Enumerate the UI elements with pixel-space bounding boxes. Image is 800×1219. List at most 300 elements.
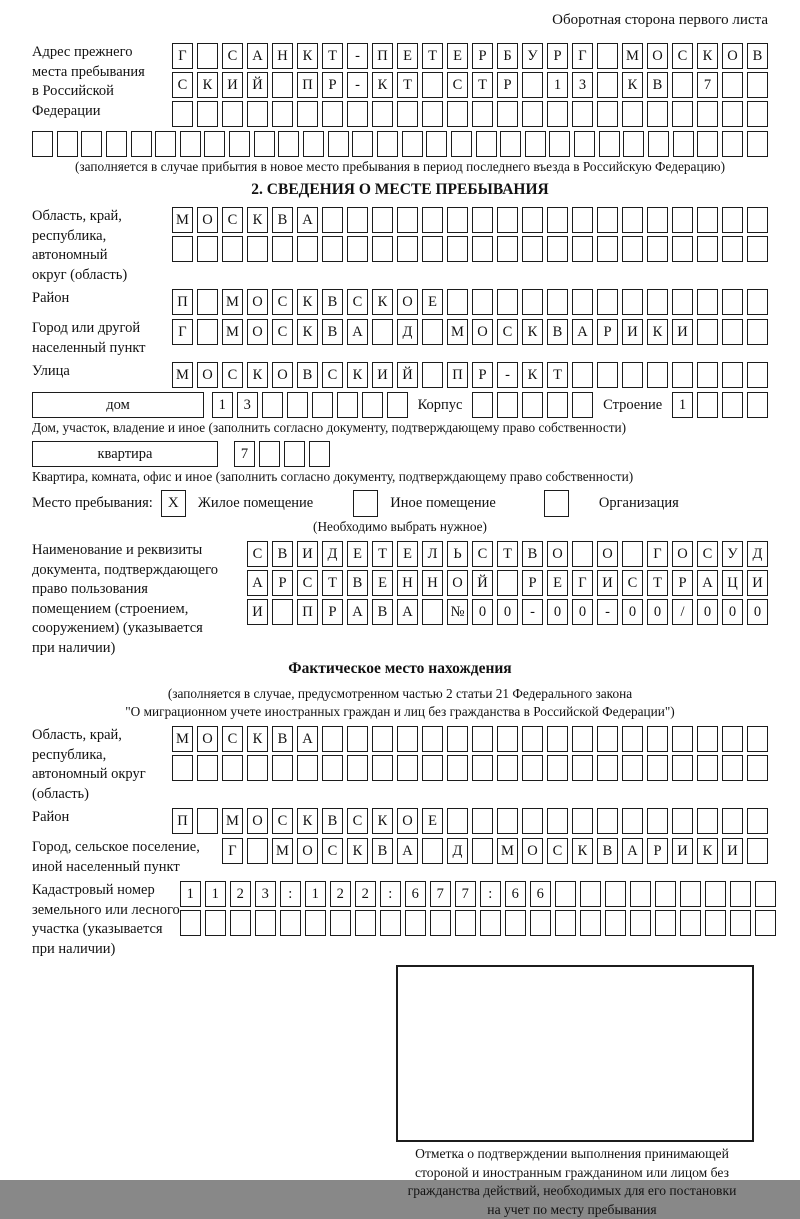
char-box[interactable] xyxy=(547,755,568,781)
char-box[interactable] xyxy=(447,755,468,781)
char-box[interactable]: В xyxy=(647,72,668,98)
char-box[interactable] xyxy=(697,319,718,345)
char-box[interactable] xyxy=(672,726,693,752)
char-box[interactable]: К xyxy=(197,72,218,98)
char-box[interactable]: К xyxy=(622,72,643,98)
char-box[interactable]: П xyxy=(372,43,393,69)
cadastral-row-1[interactable] xyxy=(180,881,776,907)
char-box[interactable] xyxy=(272,599,293,625)
char-box[interactable]: С xyxy=(222,207,243,233)
char-box[interactable] xyxy=(622,101,643,127)
char-box[interactable] xyxy=(697,236,718,262)
char-box[interactable] xyxy=(522,726,543,752)
char-box[interactable]: В xyxy=(597,838,618,864)
char-box[interactable] xyxy=(330,910,351,936)
char-box[interactable]: В xyxy=(322,808,343,834)
stay-option-checkbox-organization[interactable] xyxy=(544,490,569,517)
actual-city-row[interactable] xyxy=(222,838,768,864)
char-box[interactable] xyxy=(522,72,543,98)
char-box[interactable] xyxy=(472,755,493,781)
char-box[interactable] xyxy=(247,236,268,262)
char-box[interactable] xyxy=(697,131,718,157)
char-box[interactable] xyxy=(622,362,643,388)
char-box[interactable] xyxy=(755,910,776,936)
char-box[interactable] xyxy=(255,910,276,936)
char-box[interactable]: А xyxy=(247,570,268,596)
char-box[interactable]: М xyxy=(222,319,243,345)
char-box[interactable]: П xyxy=(172,808,193,834)
char-box[interactable] xyxy=(747,726,768,752)
char-box[interactable]: Р xyxy=(647,838,668,864)
char-box[interactable] xyxy=(347,101,368,127)
char-box[interactable]: Р xyxy=(322,599,343,625)
stroenie-cells[interactable] xyxy=(672,392,768,418)
char-box[interactable] xyxy=(722,101,743,127)
char-box[interactable]: Е xyxy=(397,43,418,69)
char-box[interactable] xyxy=(472,808,493,834)
char-box[interactable] xyxy=(180,910,201,936)
char-box[interactable] xyxy=(722,726,743,752)
char-box[interactable]: М xyxy=(172,207,193,233)
char-box[interactable]: Р xyxy=(597,319,618,345)
char-box[interactable] xyxy=(230,910,251,936)
char-box[interactable]: А xyxy=(622,838,643,864)
char-box[interactable] xyxy=(622,289,643,315)
char-box[interactable]: 0 xyxy=(497,599,518,625)
char-box[interactable]: М xyxy=(622,43,643,69)
char-box[interactable] xyxy=(402,131,423,157)
char-box[interactable] xyxy=(497,236,518,262)
previous-address-row-2[interactable] xyxy=(172,72,768,98)
char-box[interactable]: О xyxy=(397,289,418,315)
char-box[interactable] xyxy=(497,808,518,834)
char-box[interactable] xyxy=(422,236,443,262)
char-box[interactable] xyxy=(597,755,618,781)
char-box[interactable] xyxy=(747,101,768,127)
char-box[interactable] xyxy=(655,910,676,936)
char-box[interactable] xyxy=(647,236,668,262)
char-box[interactable] xyxy=(322,726,343,752)
char-box[interactable]: В xyxy=(272,541,293,567)
char-box[interactable] xyxy=(697,101,718,127)
char-box[interactable] xyxy=(555,881,576,907)
char-box[interactable]: К xyxy=(697,838,718,864)
char-box[interactable] xyxy=(622,207,643,233)
char-box[interactable]: И xyxy=(247,599,268,625)
char-box[interactable]: Б xyxy=(497,43,518,69)
char-box[interactable]: И xyxy=(297,541,318,567)
char-box[interactable] xyxy=(622,726,643,752)
char-box[interactable]: А xyxy=(397,838,418,864)
char-box[interactable]: И xyxy=(222,72,243,98)
char-box[interactable]: Т xyxy=(322,43,343,69)
house-type-box[interactable]: дом xyxy=(32,392,204,418)
char-box[interactable] xyxy=(472,101,493,127)
char-box[interactable]: 1 xyxy=(672,392,693,418)
char-box[interactable] xyxy=(747,392,768,418)
char-box[interactable] xyxy=(197,43,218,69)
char-box[interactable]: У xyxy=(722,541,743,567)
char-box[interactable] xyxy=(422,207,443,233)
char-box[interactable] xyxy=(705,910,726,936)
char-box[interactable]: Й xyxy=(397,362,418,388)
char-box[interactable]: 0 xyxy=(747,599,768,625)
char-box[interactable] xyxy=(747,207,768,233)
char-box[interactable] xyxy=(197,236,218,262)
char-box[interactable]: 7 xyxy=(430,881,451,907)
char-box[interactable] xyxy=(630,910,651,936)
char-box[interactable]: 0 xyxy=(472,599,493,625)
char-box[interactable] xyxy=(572,289,593,315)
char-box[interactable] xyxy=(572,207,593,233)
char-box[interactable]: 2 xyxy=(230,881,251,907)
char-box[interactable]: - xyxy=(347,72,368,98)
char-box[interactable] xyxy=(722,755,743,781)
char-box[interactable]: О xyxy=(722,43,743,69)
char-box[interactable]: - xyxy=(522,599,543,625)
char-box[interactable] xyxy=(372,319,393,345)
char-box[interactable] xyxy=(547,289,568,315)
char-box[interactable] xyxy=(722,319,743,345)
char-box[interactable] xyxy=(630,881,651,907)
char-box[interactable] xyxy=(372,101,393,127)
region-row-2[interactable] xyxy=(172,236,768,262)
char-box[interactable] xyxy=(647,755,668,781)
char-box[interactable] xyxy=(259,441,280,467)
char-box[interactable] xyxy=(278,131,299,157)
char-box[interactable] xyxy=(580,910,601,936)
char-box[interactable]: А xyxy=(347,319,368,345)
char-box[interactable]: Р xyxy=(547,43,568,69)
char-box[interactable]: Г xyxy=(172,319,193,345)
char-box[interactable]: П xyxy=(172,289,193,315)
char-box[interactable]: В xyxy=(347,570,368,596)
char-box[interactable] xyxy=(472,838,493,864)
char-box[interactable] xyxy=(272,236,293,262)
char-box[interactable]: О xyxy=(247,808,268,834)
char-box[interactable]: 0 xyxy=(572,599,593,625)
char-box[interactable]: С xyxy=(272,808,293,834)
actual-region-row-2[interactable] xyxy=(172,755,768,781)
char-box[interactable]: О xyxy=(397,808,418,834)
char-box[interactable] xyxy=(337,392,358,418)
char-box[interactable]: Д xyxy=(747,541,768,567)
char-box[interactable] xyxy=(672,72,693,98)
char-box[interactable]: О xyxy=(597,541,618,567)
apartment-type-box[interactable]: квартира xyxy=(32,441,218,467)
char-box[interactable]: 0 xyxy=(547,599,568,625)
char-box[interactable]: Н xyxy=(422,570,443,596)
previous-address-row-3[interactable] xyxy=(172,101,768,127)
char-box[interactable] xyxy=(655,881,676,907)
char-box[interactable]: 6 xyxy=(405,881,426,907)
char-box[interactable]: С xyxy=(172,72,193,98)
char-box[interactable] xyxy=(57,131,78,157)
char-box[interactable] xyxy=(497,289,518,315)
char-box[interactable] xyxy=(572,236,593,262)
char-box[interactable] xyxy=(647,808,668,834)
region-row-1[interactable] xyxy=(172,207,768,233)
char-box[interactable] xyxy=(347,726,368,752)
char-box[interactable] xyxy=(722,392,743,418)
char-box[interactable] xyxy=(372,755,393,781)
char-box[interactable]: : xyxy=(480,881,501,907)
previous-address-row-4[interactable] xyxy=(32,131,768,157)
char-box[interactable]: О xyxy=(472,319,493,345)
char-box[interactable] xyxy=(549,131,570,157)
char-box[interactable] xyxy=(647,289,668,315)
char-box[interactable]: В xyxy=(522,541,543,567)
char-box[interactable] xyxy=(599,131,620,157)
char-box[interactable]: 7 xyxy=(697,72,718,98)
char-box[interactable] xyxy=(672,755,693,781)
char-box[interactable] xyxy=(672,101,693,127)
char-box[interactable]: М xyxy=(222,808,243,834)
char-box[interactable]: Ц xyxy=(722,570,743,596)
char-box[interactable] xyxy=(722,72,743,98)
char-box[interactable] xyxy=(362,392,383,418)
char-box[interactable]: О xyxy=(522,838,543,864)
char-box[interactable] xyxy=(131,131,152,157)
char-box[interactable]: 1 xyxy=(205,881,226,907)
char-box[interactable] xyxy=(673,131,694,157)
char-box[interactable] xyxy=(297,236,318,262)
char-box[interactable]: И xyxy=(672,319,693,345)
char-box[interactable]: 0 xyxy=(697,599,718,625)
street-row[interactable] xyxy=(172,362,768,388)
char-box[interactable] xyxy=(622,808,643,834)
char-box[interactable]: К xyxy=(347,838,368,864)
char-box[interactable] xyxy=(572,808,593,834)
char-box[interactable]: К xyxy=(247,207,268,233)
previous-address-row-1[interactable] xyxy=(172,43,768,69)
char-box[interactable] xyxy=(505,910,526,936)
char-box[interactable]: Р xyxy=(672,570,693,596)
char-box[interactable]: Т xyxy=(547,362,568,388)
char-box[interactable] xyxy=(597,289,618,315)
char-box[interactable] xyxy=(547,236,568,262)
char-box[interactable] xyxy=(447,236,468,262)
char-box[interactable] xyxy=(472,207,493,233)
char-box[interactable]: Г xyxy=(572,570,593,596)
char-box[interactable] xyxy=(755,881,776,907)
char-box[interactable]: 7 xyxy=(234,441,255,467)
char-box[interactable] xyxy=(447,808,468,834)
char-box[interactable]: С xyxy=(672,43,693,69)
char-box[interactable]: С xyxy=(222,362,243,388)
char-box[interactable]: Д xyxy=(397,319,418,345)
char-box[interactable]: 6 xyxy=(505,881,526,907)
char-box[interactable]: В xyxy=(322,319,343,345)
char-box[interactable]: Й xyxy=(247,72,268,98)
char-box[interactable] xyxy=(309,441,330,467)
char-box[interactable] xyxy=(303,131,324,157)
char-box[interactable] xyxy=(422,755,443,781)
char-box[interactable]: Е xyxy=(447,43,468,69)
char-box[interactable] xyxy=(497,101,518,127)
char-box[interactable]: О xyxy=(272,362,293,388)
char-box[interactable]: С xyxy=(622,570,643,596)
char-box[interactable]: 0 xyxy=(722,599,743,625)
house-number-cells[interactable] xyxy=(212,392,408,418)
char-box[interactable] xyxy=(530,910,551,936)
char-box[interactable] xyxy=(397,236,418,262)
char-box[interactable]: 3 xyxy=(237,392,258,418)
char-box[interactable] xyxy=(572,362,593,388)
stay-option-checkbox-other-premises[interactable] xyxy=(353,490,378,517)
cadastral-row-2[interactable] xyxy=(180,910,776,936)
char-box[interactable] xyxy=(247,838,268,864)
char-box[interactable] xyxy=(472,726,493,752)
char-box[interactable] xyxy=(747,236,768,262)
char-box[interactable] xyxy=(623,131,644,157)
char-box[interactable]: С xyxy=(472,541,493,567)
char-box[interactable]: Т xyxy=(422,43,443,69)
char-box[interactable] xyxy=(262,392,283,418)
char-box[interactable]: О xyxy=(197,726,218,752)
char-box[interactable]: 7 xyxy=(455,881,476,907)
char-box[interactable] xyxy=(580,881,601,907)
char-box[interactable]: М xyxy=(172,726,193,752)
char-box[interactable] xyxy=(455,910,476,936)
char-box[interactable]: В xyxy=(372,599,393,625)
char-box[interactable] xyxy=(422,72,443,98)
char-box[interactable] xyxy=(497,755,518,781)
char-box[interactable] xyxy=(697,755,718,781)
char-box[interactable]: / xyxy=(672,599,693,625)
char-box[interactable] xyxy=(422,726,443,752)
char-box[interactable] xyxy=(572,726,593,752)
char-box[interactable]: А xyxy=(297,207,318,233)
char-box[interactable]: А xyxy=(697,570,718,596)
char-box[interactable] xyxy=(672,289,693,315)
char-box[interactable]: 3 xyxy=(255,881,276,907)
korpus-cells[interactable] xyxy=(472,392,593,418)
char-box[interactable]: 2 xyxy=(355,881,376,907)
char-box[interactable]: К xyxy=(297,43,318,69)
char-box[interactable]: И xyxy=(747,570,768,596)
char-box[interactable]: П xyxy=(297,599,318,625)
char-box[interactable]: К xyxy=(297,289,318,315)
char-box[interactable]: С xyxy=(322,362,343,388)
char-box[interactable] xyxy=(422,362,443,388)
char-box[interactable] xyxy=(280,910,301,936)
char-box[interactable] xyxy=(172,101,193,127)
char-box[interactable] xyxy=(597,72,618,98)
char-box[interactable]: К xyxy=(572,838,593,864)
char-box[interactable] xyxy=(647,207,668,233)
char-box[interactable]: Д xyxy=(447,838,468,864)
char-box[interactable] xyxy=(605,910,626,936)
char-box[interactable] xyxy=(347,207,368,233)
char-box[interactable] xyxy=(497,207,518,233)
char-box[interactable]: - xyxy=(497,362,518,388)
char-box[interactable]: Г xyxy=(572,43,593,69)
char-box[interactable] xyxy=(522,755,543,781)
char-box[interactable]: К xyxy=(347,362,368,388)
char-box[interactable]: И xyxy=(597,570,618,596)
char-box[interactable] xyxy=(730,910,751,936)
char-box[interactable]: О xyxy=(197,362,218,388)
char-box[interactable] xyxy=(447,726,468,752)
char-box[interactable]: О xyxy=(247,289,268,315)
char-box[interactable]: Р xyxy=(272,570,293,596)
char-box[interactable] xyxy=(472,236,493,262)
char-box[interactable]: Р xyxy=(472,43,493,69)
char-box[interactable] xyxy=(497,392,518,418)
char-box[interactable] xyxy=(430,910,451,936)
char-box[interactable] xyxy=(597,726,618,752)
char-box[interactable]: Е xyxy=(397,541,418,567)
char-box[interactable]: О xyxy=(447,570,468,596)
char-box[interactable] xyxy=(422,101,443,127)
char-box[interactable] xyxy=(722,808,743,834)
char-box[interactable] xyxy=(672,362,693,388)
char-box[interactable] xyxy=(205,910,226,936)
char-box[interactable]: К xyxy=(522,319,543,345)
char-box[interactable] xyxy=(525,131,546,157)
char-box[interactable] xyxy=(747,808,768,834)
char-box[interactable] xyxy=(372,236,393,262)
char-box[interactable] xyxy=(426,131,447,157)
char-box[interactable] xyxy=(322,101,343,127)
char-box[interactable]: О xyxy=(647,43,668,69)
char-box[interactable] xyxy=(155,131,176,157)
actual-region-row-1[interactable] xyxy=(172,726,768,752)
char-box[interactable] xyxy=(597,808,618,834)
char-box[interactable] xyxy=(680,881,701,907)
char-box[interactable] xyxy=(197,319,218,345)
char-box[interactable] xyxy=(622,236,643,262)
char-box[interactable] xyxy=(697,207,718,233)
char-box[interactable]: К xyxy=(297,319,318,345)
char-box[interactable]: С xyxy=(322,838,343,864)
char-box[interactable] xyxy=(272,755,293,781)
char-box[interactable] xyxy=(272,72,293,98)
char-box[interactable]: С xyxy=(297,570,318,596)
char-box[interactable]: - xyxy=(347,43,368,69)
char-box[interactable] xyxy=(197,808,218,834)
char-box[interactable] xyxy=(254,131,275,157)
char-box[interactable]: В xyxy=(297,362,318,388)
char-box[interactable] xyxy=(522,808,543,834)
char-box[interactable]: К xyxy=(647,319,668,345)
char-box[interactable] xyxy=(322,236,343,262)
char-box[interactable] xyxy=(647,726,668,752)
char-box[interactable]: А xyxy=(397,599,418,625)
char-box[interactable]: А xyxy=(347,599,368,625)
char-box[interactable] xyxy=(747,289,768,315)
char-box[interactable]: В xyxy=(372,838,393,864)
char-box[interactable]: И xyxy=(622,319,643,345)
char-box[interactable] xyxy=(522,207,543,233)
char-box[interactable] xyxy=(747,755,768,781)
char-box[interactable] xyxy=(672,236,693,262)
char-box[interactable] xyxy=(222,236,243,262)
char-box[interactable] xyxy=(422,319,443,345)
city-row[interactable] xyxy=(172,319,768,345)
char-box[interactable]: Н xyxy=(272,43,293,69)
document-row-3[interactable] xyxy=(247,599,768,625)
char-box[interactable]: Т xyxy=(472,72,493,98)
char-box[interactable] xyxy=(287,392,308,418)
char-box[interactable] xyxy=(747,319,768,345)
char-box[interactable]: - xyxy=(597,599,618,625)
char-box[interactable] xyxy=(697,362,718,388)
char-box[interactable] xyxy=(597,43,618,69)
char-box[interactable] xyxy=(547,808,568,834)
char-box[interactable]: К xyxy=(372,808,393,834)
